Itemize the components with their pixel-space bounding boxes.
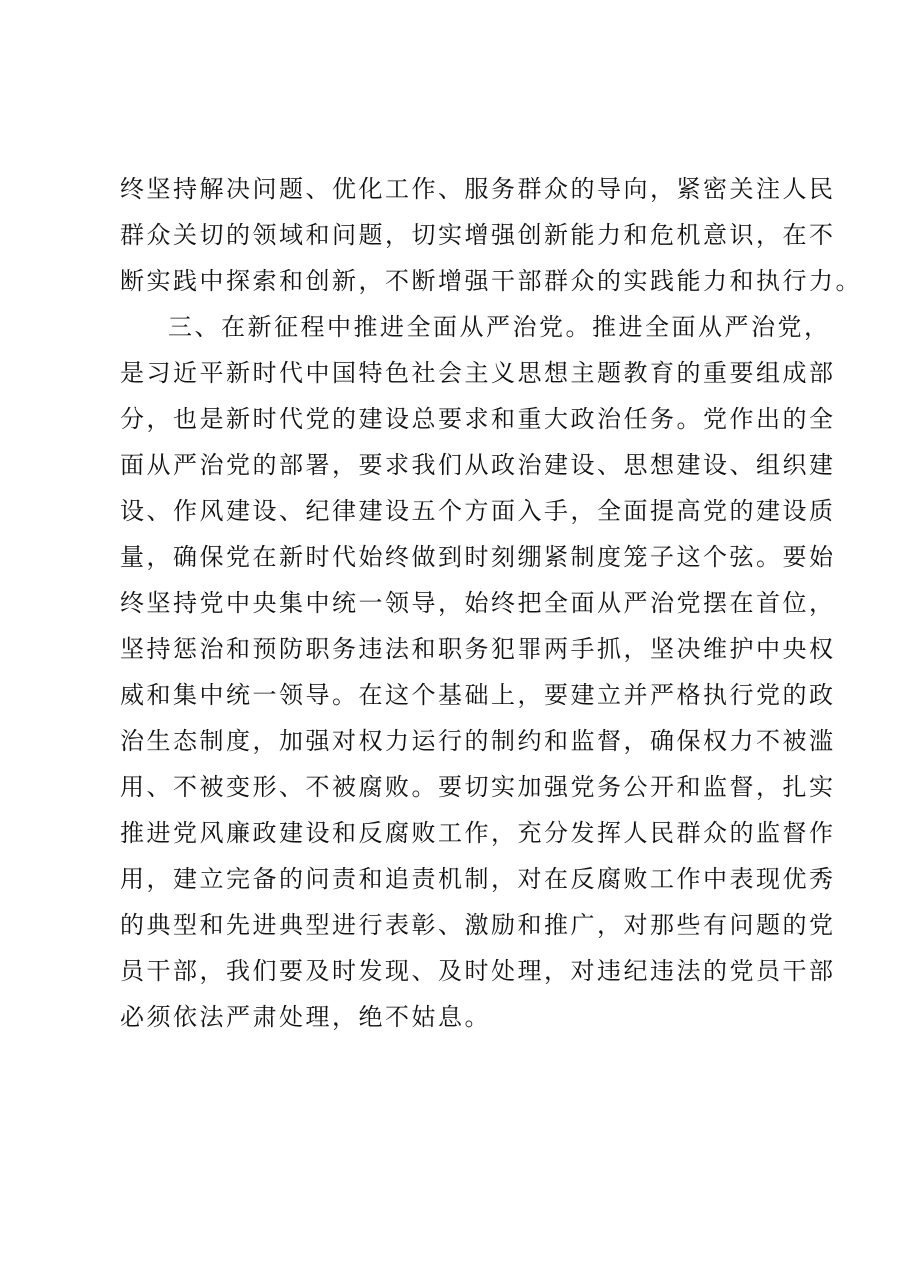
paragraph-line: 用，建立完备的问责和追责机制，对在反腐败工作中表现优秀 (120, 865, 836, 893)
paragraph-line: 断实践中探索和创新，不断增强干部群众的实践能力和执行力。 (120, 267, 862, 295)
paragraph-2 (120, 304, 836, 1040)
paragraph-line: 的典型和先进典型进行表彰、激励和推广，对那些有问题的党 (120, 911, 836, 939)
paragraph-1 (120, 166, 862, 304)
paragraph-line: 终坚持党中央集中统一领导，始终把全面从严治党摆在首位， (120, 589, 836, 617)
paragraph-line: 推进党风廉政建设和反腐败工作，充分发挥人民群众的监督作 (120, 819, 836, 847)
paragraph-line: 坚持惩治和预防职务违法和职务犯罪两手抓，坚决维护中央权 (120, 635, 836, 663)
paragraph-line: 终坚持解决问题、优化工作、服务群众的导向，紧密关注人民 (120, 175, 836, 203)
paragraph-line: 威和集中统一领导。在这个基础上，要建立并严格执行党的政 (120, 681, 836, 709)
paragraph-line: 分，也是新时代党的建设总要求和重大政治任务。党作出的全 (120, 405, 836, 433)
paragraph-line: 必须依法严肃处理，绝不姑息。 (120, 1003, 491, 1031)
paragraph-line: 量，确保党在新时代始终做到时刻绷紧制度笼子这个弦。要始 (120, 543, 836, 571)
paragraph-line: 面从严治党的部署，要求我们从政治建设、思想建设、组织建 (120, 451, 836, 479)
document-body (120, 166, 862, 1040)
paragraph-line: 员干部，我们要及时发现、及时处理，对违纪违法的党员干部 (120, 957, 836, 985)
paragraph-line: 是习近平新时代中国特色社会主义思想主题教育的重要组成部 (120, 359, 836, 387)
paragraph-line: 设、作风建设、纪律建设五个方面入手，全面提高党的建设质 (120, 497, 836, 525)
paragraph-line: 用、不被变形、不被腐败。要切实加强党务公开和监督，扎实 (120, 773, 836, 801)
paragraph-line: 三、在新征程中推进全面从严治党。推进全面从严治党， (168, 313, 831, 341)
paragraph-line: 治生态制度，加强对权力运行的制约和监督，确保权力不被滥 (120, 727, 836, 755)
paragraph-line: 群众关切的领域和问题，切实增强创新能力和危机意识，在不 (120, 221, 836, 249)
